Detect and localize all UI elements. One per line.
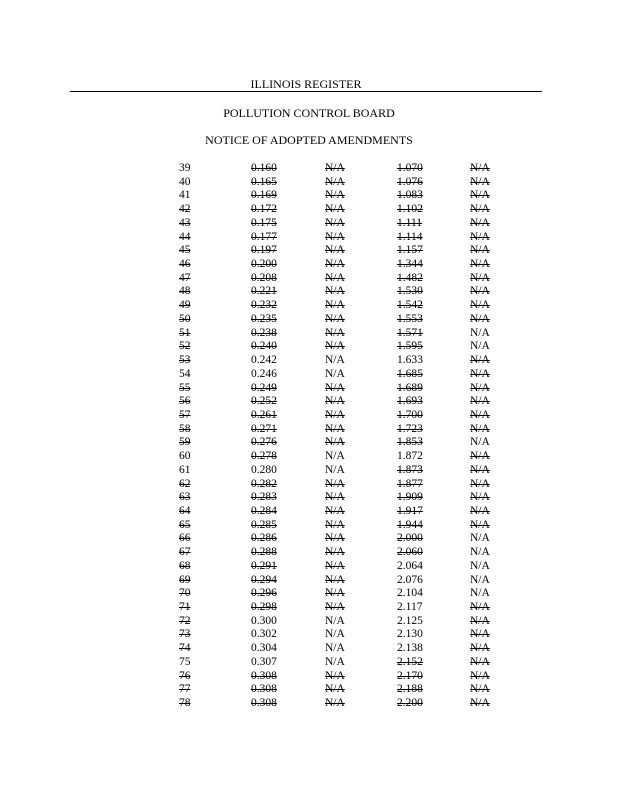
table-cell: 1.872 [397, 450, 423, 463]
table-cell: N/A [470, 450, 490, 463]
table-row [0, 450, 618, 464]
table-cell: 0.208 [251, 271, 277, 284]
table-cell: 0.160 [251, 162, 277, 174]
table-cell: N/A [470, 395, 490, 408]
table-cell: N/A [470, 463, 490, 476]
table-cell: N/A [325, 326, 345, 339]
table-cell: 0.232 [251, 299, 277, 312]
table-row [0, 423, 618, 437]
table-cell: N/A [325, 189, 345, 202]
table-cell: 0.308 [251, 683, 277, 696]
table-cell: N/A [325, 559, 345, 572]
table-cell: 1.917 [397, 504, 423, 517]
table-cell: 2.138 [397, 642, 423, 655]
table-cell: 0.169 [251, 189, 277, 202]
table-cell: 0.298 [251, 601, 277, 613]
table-row [0, 382, 618, 396]
table-cell: N/A [470, 354, 490, 367]
table-cell: N/A [325, 230, 345, 243]
table-cell: N/A [470, 189, 490, 202]
table-cell: 0.296 [251, 587, 277, 600]
table-row [0, 532, 618, 546]
table-cell: N/A [470, 312, 490, 325]
table-cell: N/A [470, 504, 490, 517]
table-cell: 0.294 [251, 573, 277, 586]
table-cell: 0.291 [251, 559, 277, 572]
table-cell: 0.302 [251, 628, 277, 641]
table-cell: N/A [325, 450, 345, 463]
table-cell: N/A [325, 285, 345, 298]
table-cell: 1.571 [397, 326, 423, 339]
table-cell: 50 [179, 312, 191, 325]
table-cell: N/A [470, 299, 490, 312]
table-row [0, 519, 618, 533]
table-cell: 0.165 [251, 175, 277, 188]
table-row [0, 327, 618, 341]
table-row [0, 272, 618, 286]
table-cell: 1.102 [397, 203, 423, 216]
table-cell: 2.076 [397, 573, 423, 586]
table-cell: 75 [179, 655, 191, 668]
table-cell: 72 [179, 614, 191, 627]
table-cell: N/A [470, 175, 490, 188]
table-cell: 0.283 [251, 491, 277, 504]
table-cell: 70 [179, 587, 191, 600]
table-cell: N/A [325, 340, 345, 353]
table-cell: N/A [470, 285, 490, 298]
table-cell: 55 [179, 381, 191, 394]
table-row [0, 162, 618, 176]
table-cell: 58 [179, 422, 191, 435]
table-cell: N/A [325, 367, 345, 380]
table-cell: 0.238 [251, 326, 277, 339]
table-cell: 76 [179, 669, 191, 682]
table-cell: 43 [179, 216, 191, 229]
table-cell: 0.240 [251, 340, 277, 353]
table-row [0, 299, 618, 313]
table-cell: 66 [179, 532, 191, 545]
table-cell: N/A [470, 559, 490, 572]
table-cell: 0.308 [251, 669, 277, 682]
table-cell: N/A [470, 216, 490, 229]
table-row [0, 436, 618, 450]
table-cell: 63 [179, 491, 191, 504]
table-cell: N/A [470, 573, 490, 586]
table-cell: 1.944 [397, 518, 423, 531]
table-cell: 77 [179, 683, 191, 696]
table-cell: N/A [470, 271, 490, 284]
table-row [0, 258, 618, 272]
table-cell: N/A [325, 546, 345, 559]
table-cell: 1.344 [397, 258, 423, 271]
table-cell: N/A [470, 477, 490, 490]
table-cell: 54 [179, 367, 191, 380]
table-cell: N/A [325, 422, 345, 435]
table-cell: 2.152 [397, 655, 423, 668]
table-cell: 1.693 [397, 395, 423, 408]
table-cell: 1.114 [397, 230, 423, 243]
table-cell: 2.125 [397, 614, 423, 627]
table-row [0, 683, 618, 697]
table-row [0, 560, 618, 574]
table-row [0, 244, 618, 258]
table-cell: N/A [470, 340, 490, 353]
table-cell: 74 [179, 642, 191, 655]
table-cell: N/A [470, 491, 490, 504]
table-cell: 0.307 [251, 655, 277, 668]
table-cell: N/A [325, 271, 345, 284]
table-cell: 2.200 [397, 697, 423, 710]
table-cell: 1.633 [397, 354, 423, 367]
table-cell: N/A [470, 628, 490, 641]
table-cell: 49 [179, 299, 191, 312]
table-cell: 0.271 [251, 422, 277, 435]
table-cell: N/A [325, 518, 345, 531]
table-row [0, 203, 618, 217]
table-cell: N/A [470, 532, 490, 545]
table-row [0, 587, 618, 601]
table-cell: 1.700 [397, 408, 423, 421]
header-rule [70, 91, 542, 92]
table-row [0, 354, 618, 368]
table-cell: 1.873 [397, 463, 423, 476]
table-cell: N/A [470, 601, 490, 613]
table-cell: 1.482 [397, 271, 423, 284]
table-cell: N/A [325, 354, 345, 367]
table-cell: 0.197 [251, 244, 277, 257]
table-cell: N/A [325, 216, 345, 229]
register-title: ILLINOIS REGISTER [250, 77, 362, 91]
table-cell: N/A [470, 422, 490, 435]
table-cell: 1.076 [397, 175, 423, 188]
table-cell: N/A [470, 518, 490, 531]
table-cell: 0.285 [251, 518, 277, 531]
table-cell: 1.723 [397, 422, 423, 435]
table-cell: N/A [325, 203, 345, 216]
table-cell: 0.261 [251, 408, 277, 421]
table-row [0, 601, 618, 615]
table-cell: N/A [325, 573, 345, 586]
table-cell: 0.304 [251, 642, 277, 655]
table-cell: 0.175 [251, 216, 277, 229]
table-cell: N/A [325, 312, 345, 325]
table-cell: N/A [325, 463, 345, 476]
table-cell: 0.252 [251, 395, 277, 408]
table-cell: N/A [325, 477, 345, 490]
table-cell: N/A [325, 299, 345, 312]
table-cell: 57 [179, 408, 191, 421]
table-cell: 51 [179, 326, 191, 339]
table-cell: 0.221 [251, 285, 277, 298]
table-cell: 56 [179, 395, 191, 408]
table-row [0, 546, 618, 560]
table-cell: 1.685 [397, 367, 423, 380]
table-cell: 1.909 [397, 491, 423, 504]
table-cell: 61 [179, 463, 191, 476]
table-cell: 73 [179, 628, 191, 641]
table-cell: 0.288 [251, 546, 277, 559]
table-row [0, 642, 618, 656]
table-cell: N/A [470, 546, 490, 559]
table-cell: 40 [179, 175, 191, 188]
amendments-table [0, 162, 618, 711]
table-cell: 0.172 [251, 203, 277, 216]
table-row [0, 313, 618, 327]
table-cell: 0.246 [251, 367, 277, 380]
table-cell: N/A [470, 258, 490, 271]
table-row [0, 368, 618, 382]
table-cell: 67 [179, 546, 191, 559]
table-row [0, 189, 618, 203]
table-cell: N/A [470, 587, 490, 600]
table-cell: 2.188 [397, 683, 423, 696]
table-cell: N/A [325, 491, 345, 504]
table-row [0, 574, 618, 588]
table-cell: 0.235 [251, 312, 277, 325]
table-cell: 0.276 [251, 436, 277, 449]
table-cell: N/A [470, 244, 490, 257]
table-cell: 2.064 [397, 559, 423, 572]
table-cell: 1.689 [397, 381, 423, 394]
table-cell: N/A [325, 655, 345, 668]
table-cell: 45 [179, 244, 191, 257]
table-row [0, 395, 618, 409]
table-cell: 0.284 [251, 504, 277, 517]
table-cell: 2.117 [397, 601, 423, 613]
table-cell: N/A [325, 642, 345, 655]
table-cell: N/A [325, 669, 345, 682]
table-cell: N/A [470, 326, 490, 339]
table-row [0, 478, 618, 492]
table-cell: 1.083 [397, 189, 423, 202]
table-cell: 62 [179, 477, 191, 490]
table-row [0, 217, 618, 231]
table-cell: N/A [325, 175, 345, 188]
table-row [0, 409, 618, 423]
table-cell: N/A [325, 436, 345, 449]
table-row [0, 285, 618, 299]
agency-title: POLLUTION CONTROL BOARD [223, 106, 395, 120]
table-cell: N/A [470, 162, 490, 174]
table-row [0, 340, 618, 354]
table-cell: 2.104 [397, 587, 423, 600]
table-row [0, 464, 618, 478]
table-cell: N/A [470, 436, 490, 449]
table-cell: 44 [179, 230, 191, 243]
table-cell: 48 [179, 285, 191, 298]
table-cell: 1.157 [397, 244, 423, 257]
table-cell: N/A [325, 395, 345, 408]
table-row [0, 176, 618, 190]
table-cell: 68 [179, 559, 191, 572]
table-cell: 0.242 [251, 354, 277, 367]
table-row [0, 505, 618, 519]
table-cell: N/A [470, 230, 490, 243]
table-cell: 1.530 [397, 285, 423, 298]
table-cell: 0.177 [251, 230, 277, 243]
table-cell: 53 [179, 354, 191, 367]
table-cell: N/A [325, 697, 345, 710]
table-cell: 1.553 [397, 312, 423, 325]
table-cell: N/A [470, 683, 490, 696]
table-cell: 46 [179, 258, 191, 271]
table-cell: N/A [325, 244, 345, 257]
table-cell: N/A [325, 408, 345, 421]
table-cell: 65 [179, 518, 191, 531]
table-cell: N/A [325, 683, 345, 696]
table-cell: N/A [325, 532, 345, 545]
table-cell: 1.853 [397, 436, 423, 449]
table-cell: 1.595 [397, 340, 423, 353]
table-cell: 0.200 [251, 258, 277, 271]
table-cell: 41 [179, 189, 191, 202]
table-cell: 0.278 [251, 450, 277, 463]
table-cell: 1.070 [397, 162, 423, 174]
table-cell: 52 [179, 340, 191, 353]
table-cell: 47 [179, 271, 191, 284]
table-cell: 1.877 [397, 477, 423, 490]
table-cell: 2.170 [397, 669, 423, 682]
table-cell: 2.000 [397, 532, 423, 545]
table-cell: 1.542 [397, 299, 423, 312]
table-row [0, 615, 618, 629]
table-cell: N/A [325, 614, 345, 627]
table-cell: 69 [179, 573, 191, 586]
table-row [0, 491, 618, 505]
table-cell: N/A [470, 655, 490, 668]
table-cell: N/A [470, 669, 490, 682]
table-cell: N/A [470, 614, 490, 627]
table-cell: N/A [325, 504, 345, 517]
table-cell: N/A [325, 162, 345, 174]
table-cell: N/A [470, 381, 490, 394]
table-cell: 42 [179, 203, 191, 216]
table-cell: 1.111 [397, 216, 423, 229]
table-cell: N/A [325, 628, 345, 641]
table-cell: N/A [325, 601, 345, 613]
table-cell: 0.286 [251, 532, 277, 545]
table-cell: 0.280 [251, 463, 277, 476]
table-cell: 78 [179, 697, 191, 710]
table-cell: N/A [470, 367, 490, 380]
table-cell: 59 [179, 436, 191, 449]
table-cell: N/A [470, 642, 490, 655]
table-cell: 2.130 [397, 628, 423, 641]
table-cell: 71 [179, 601, 191, 613]
table-cell: 2.060 [397, 546, 423, 559]
table-cell: 60 [179, 450, 191, 463]
table-cell: N/A [325, 258, 345, 271]
table-cell: 64 [179, 504, 191, 517]
table-cell: 39 [179, 162, 191, 174]
table-cell: 0.282 [251, 477, 277, 490]
table-cell: N/A [470, 203, 490, 216]
table-row [0, 628, 618, 642]
table-row [0, 670, 618, 684]
table-cell: 0.300 [251, 614, 277, 627]
table-row [0, 231, 618, 245]
table-cell: N/A [325, 587, 345, 600]
table-cell: N/A [470, 697, 490, 710]
table-row [0, 656, 618, 670]
table-cell: N/A [470, 408, 490, 421]
notice-title: NOTICE OF ADOPTED AMENDMENTS [205, 133, 413, 147]
table-row [0, 697, 618, 711]
table-cell: 0.249 [251, 381, 277, 394]
table-cell: N/A [325, 381, 345, 394]
table-cell: 0.308 [251, 697, 277, 710]
